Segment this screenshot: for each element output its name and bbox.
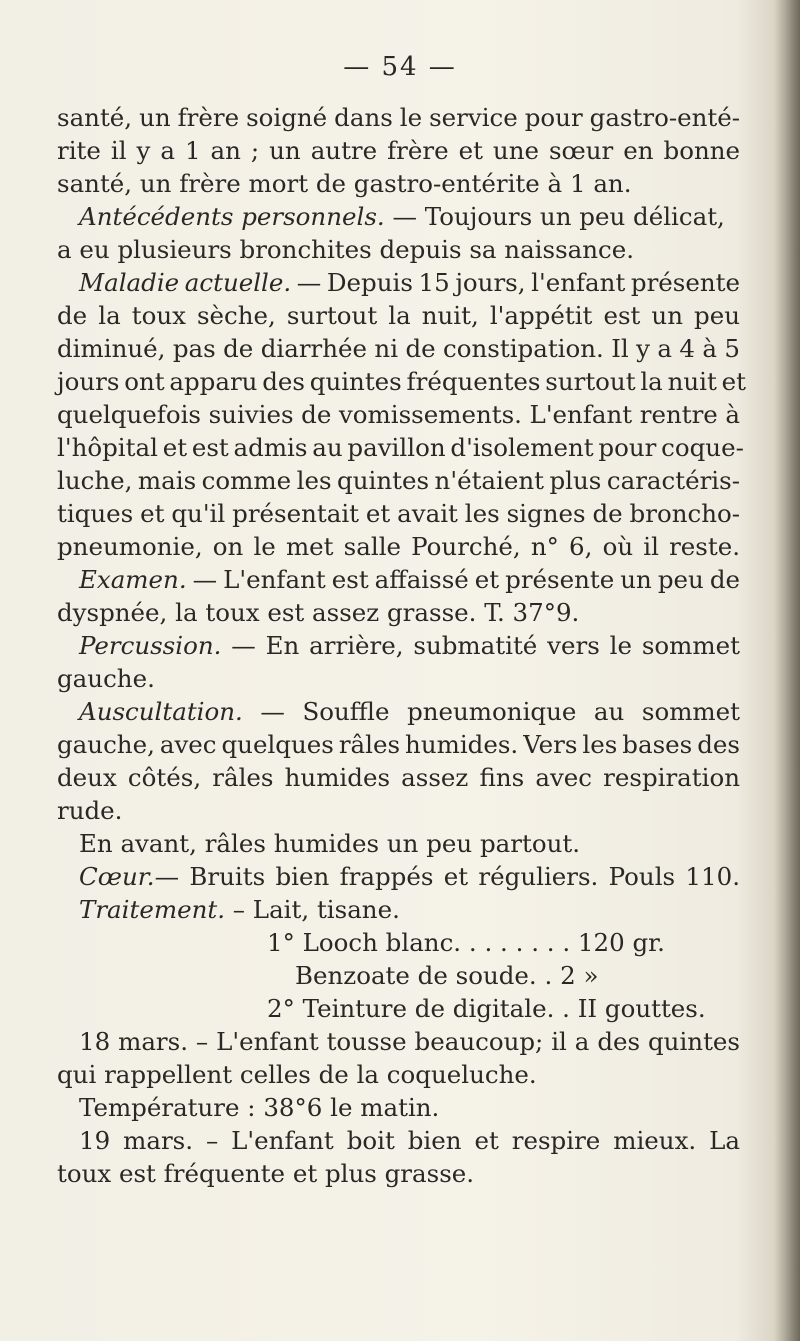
text-line	[57, 334, 740, 364]
text-line	[57, 598, 579, 628]
section-heading: Auscultation.	[79, 697, 243, 726]
text-line	[57, 103, 740, 133]
text-run: gauche, avec quelques râles humides. Vers les bases des	[57, 730, 740, 759]
page-edge-shadow	[774, 0, 800, 1341]
text-line	[79, 895, 400, 925]
text-line	[57, 301, 740, 331]
text-run: En avant, râles humides un peu partout.	[79, 829, 580, 858]
text-line	[79, 202, 725, 232]
text-run: l'hôpital et est admis au pavillon d'isolement pour coque-	[57, 433, 744, 462]
text-run: pneumonie, on le met salle Pourché, n° 6, où il reste.	[57, 532, 740, 561]
text-run: — Depuis 15 jours, l'enfant présente	[291, 268, 740, 297]
text-line	[57, 796, 122, 826]
text-line	[57, 433, 744, 463]
text-run: rite il y a 1 an ; un autre frère et une sœur en bonne	[57, 136, 740, 165]
text-line	[57, 136, 740, 166]
text-run: santé, un frère soigné dans le service pour gastro-enté-	[57, 103, 740, 132]
text-line	[57, 499, 740, 529]
text-run: santé, un frère mort de gastro-entérite à 1 an.	[57, 169, 632, 198]
text-run: deux côtés, râles humides assez fins avec respiration	[57, 763, 740, 792]
text-run: gauche.	[57, 664, 155, 693]
text-line	[79, 565, 740, 595]
text-line	[79, 829, 580, 859]
text-run: 2° Teinture de digitale. . II gouttes.	[267, 994, 706, 1023]
text-line	[79, 1126, 740, 1156]
text-line	[295, 961, 598, 991]
text-run: tiques et qu'il présentait et avait les signes de broncho-	[57, 499, 740, 528]
text-line	[57, 1060, 537, 1090]
text-run: qui rappellent celles de la coqueluche.	[57, 1060, 537, 1089]
text-run: luche, mais comme les quintes n'étaient plus caractéris-	[57, 466, 740, 495]
section-heading: Examen.	[79, 565, 187, 594]
text-line	[79, 1027, 740, 1057]
text-run: — Souffle pneumonique au sommet	[242, 697, 740, 726]
text-line	[79, 862, 740, 892]
text-run: de la toux sèche, surtout la nuit, l'appétit est un peu	[57, 301, 740, 330]
text-run: dyspnée, la toux est assez grasse. T. 37°9.	[57, 598, 580, 627]
text-run: 1° Looch blanc. . . . . . . . 120 gr.	[267, 928, 665, 957]
text-run: – Lait, tisane.	[224, 895, 400, 924]
text-line	[57, 466, 740, 496]
text-run: — L'enfant est affaissé et présente un peu de	[186, 565, 740, 594]
text-run: diminué, pas de diarrhée ni de constipation. Il y a 4 à 5	[57, 334, 740, 363]
page-number: — 54 —	[343, 52, 457, 82]
text-line	[57, 532, 740, 562]
text-run: — En arrière, submatité vers le sommet	[221, 631, 740, 660]
text-line	[267, 994, 706, 1024]
text-run: — Bruits bien frappés et réguliers. Pouls 110.	[154, 862, 740, 891]
section-heading: Maladie actuelle.	[79, 268, 292, 297]
text-line	[57, 235, 634, 265]
text-run: quelquefois suivies de vomissements. L'enfant rentre à	[57, 400, 740, 429]
section-heading: Cœur.	[79, 862, 155, 891]
text-run: Température : 38°6 le matin.	[79, 1093, 440, 1122]
text-run: jours ont apparu des quintes fréquentes surtout la nuit et	[57, 367, 746, 396]
text-line	[57, 664, 155, 694]
text-run: — Toujours un peu délicat,	[384, 202, 725, 231]
section-heading: Antécédents personnels.	[79, 202, 385, 231]
text-line	[57, 763, 740, 793]
text-line	[79, 697, 740, 727]
text-run: a eu plusieurs bronchites depuis sa naissance.	[57, 235, 635, 264]
text-line	[57, 730, 740, 760]
text-run: 19 mars. – L'enfant boit bien et respire mieux. La	[79, 1126, 740, 1155]
text-run: rude.	[57, 796, 123, 825]
text-line	[57, 400, 740, 430]
text-run: toux est fréquente et plus grasse.	[57, 1159, 475, 1188]
text-line	[57, 367, 746, 397]
section-heading: Traitement.	[79, 895, 225, 924]
text-line	[79, 1093, 439, 1123]
text-run: Benzoate de soude. . 2 »	[295, 961, 599, 990]
text-line	[79, 631, 740, 661]
text-line	[79, 268, 740, 298]
text-line	[267, 928, 665, 958]
text-run: 18 mars. – L'enfant tousse beaucoup; il a des quintes	[79, 1027, 740, 1056]
text-line	[57, 1159, 474, 1189]
section-heading: Percussion.	[79, 631, 222, 660]
text-line	[57, 169, 632, 199]
